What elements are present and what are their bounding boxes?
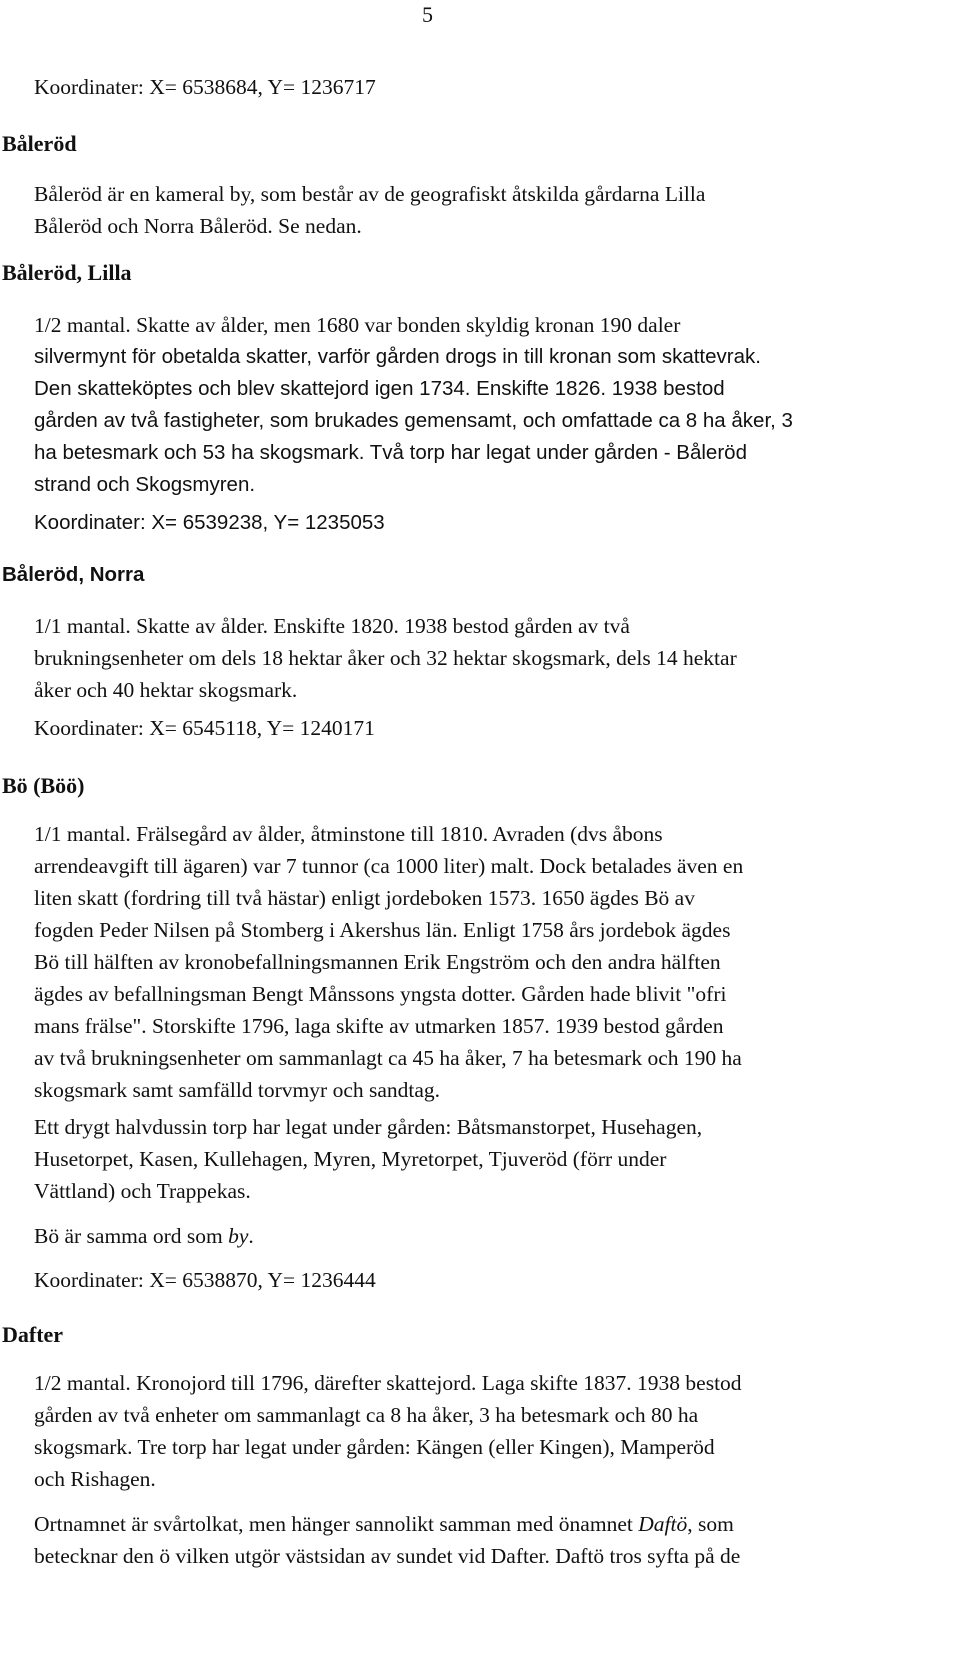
text-segment: , som (687, 1512, 734, 1536)
paragraph-dafter-1 (34, 1367, 950, 1495)
text-line: ägdes av befallningsman Bengt Månssons yngsta dotter. Gården hade blivit "ofri (34, 982, 727, 1006)
text-segment: . (248, 1224, 254, 1248)
text-line: Den skatteköptes och blev skattejord igen 1734. Enskifte 1826. 1938 bestod (34, 377, 725, 400)
text-line: 1/1 mantal. Frälsegård av ålder, åtminstone till 1810. Avraden (dvs åbons (34, 822, 663, 846)
text-line: arrendeavgift till ägaren) var 7 tunnor (ca 1000 liter) malt. Dock betalades även en (34, 854, 744, 878)
text-line: Båleröd och Norra Båleröd. Se nedan. (34, 214, 362, 238)
text-line: skogsmark. Tre torp har legat under gården: Kängen (eller Kingen), Mamperöd (34, 1435, 715, 1459)
paragraph-norra (34, 610, 950, 706)
text-line: 1/2 mantal. Skatte av ålder, men 1680 var bonden skyldig kronan 190 daler (34, 313, 681, 337)
heading-baleröd-lilla: Båleröd, Lilla (2, 260, 132, 285)
text-line: Vättland) och Trappekas. (34, 1179, 251, 1203)
text-line: brukningsenheter om dels 18 hektar åker och 32 hektar skogsmark, dels 14 hektar (34, 646, 737, 670)
coordinates-line: Koordinater: X= 6538684, Y= 1236717 (34, 75, 376, 99)
text-line: 1/2 mantal. Kronojord till 1796, därefter skattejord. Laga skifte 1837. 1938 bestod (34, 1371, 742, 1395)
page-number: 5 (422, 2, 433, 27)
text-line: Båleröd är en kameral by, som består av de geografiskt åtskilda gårdarna Lilla (34, 182, 706, 206)
text-line: liten skatt (fordring till två hästar) enligt jordeboken 1573. 1650 ägdes Bö av (34, 886, 695, 910)
paragraph-dafter-2 (34, 1508, 950, 1572)
heading-baleröd: Båleröd (2, 131, 77, 156)
text-line: gården av två enheter om sammanlagt ca 8 ha åker, 3 ha betesmark och 80 ha (34, 1403, 699, 1427)
text-line: strand och Skogsmyren. (34, 473, 256, 496)
text-line: och Rishagen. (34, 1467, 156, 1491)
text-line (34, 1508, 950, 1540)
text-line: 1/1 mantal. Skatte av ålder. Enskifte 1820. 1938 bestod gården av två (34, 614, 630, 638)
heading-bo: Bö (Böö) (2, 773, 85, 798)
paragraph-bo-3 (34, 1220, 950, 1252)
text-line: gården av två fastigheter, som brukades gemensamt, och omfattade ca 8 ha åker, 3 (34, 409, 793, 432)
coordinates-line: Koordinater: X= 6538870, Y= 1236444 (34, 1268, 376, 1292)
text-segment: Bö är samma ord som (34, 1224, 229, 1248)
text-line: mans frälse". Storskifte 1796, laga skifte av utmarken 1857. 1939 bestod gården (34, 1014, 724, 1038)
text-line: Bö till hälften av kronobefallningsmannen Erik Engström och den andra hälften (34, 950, 721, 974)
text-line: skogsmark samt samfälld torvmyr och sandtag. (34, 1078, 441, 1102)
text-line: Husetorpet, Kasen, Kullehagen, Myren, Myretorpet, Tjuveröd (förr under (34, 1147, 667, 1171)
heading-dafter: Dafter (2, 1322, 64, 1347)
coordinates-line: Koordinater: X= 6545118, Y= 1240171 (34, 716, 375, 740)
text-line: fogden Peder Nilsen på Stomberg i Akershus län. Enligt 1758 års jordebok ägdes (34, 918, 731, 942)
italic-word: by (228, 1224, 249, 1248)
text-segment: Ortnamnet är svårtolkat, men hänger sannolikt samman med önamnet (34, 1512, 639, 1536)
paragraph-bo-1 (34, 818, 950, 1106)
heading-baleröd-norra: Båleröd, Norra (2, 563, 145, 586)
italic-word: Daftö (638, 1512, 688, 1536)
text-line: betecknar den ö vilken utgör västsidan av sundet vid Dafter. Daftö tros syfta på de (34, 1544, 741, 1568)
text-line: ha betesmark och 53 ha skogsmark. Två torp har legat under gården - Båleröd (34, 441, 747, 464)
text-line: åker och 40 hektar skogsmark. (34, 678, 298, 702)
text-line: silvermynt för obetalda skatter, varför gården drogs in till kronan som skattevrak. (34, 345, 761, 368)
paragraph-bo-2 (34, 1111, 950, 1207)
text-line: Ett drygt halvdussin torp har legat under gården: Båtsmanstorpet, Husehagen, (34, 1115, 703, 1139)
paragraph-lilla (34, 309, 950, 501)
text-line (34, 1220, 950, 1252)
coordinates-line: Koordinater: X= 6539238, Y= 1235053 (34, 511, 385, 534)
paragraph-baleröd-intro (34, 178, 950, 242)
text-line: av två brukningsenheter om sammanlagt ca 45 ha åker, 7 ha betesmark och 190 ha (34, 1046, 742, 1070)
